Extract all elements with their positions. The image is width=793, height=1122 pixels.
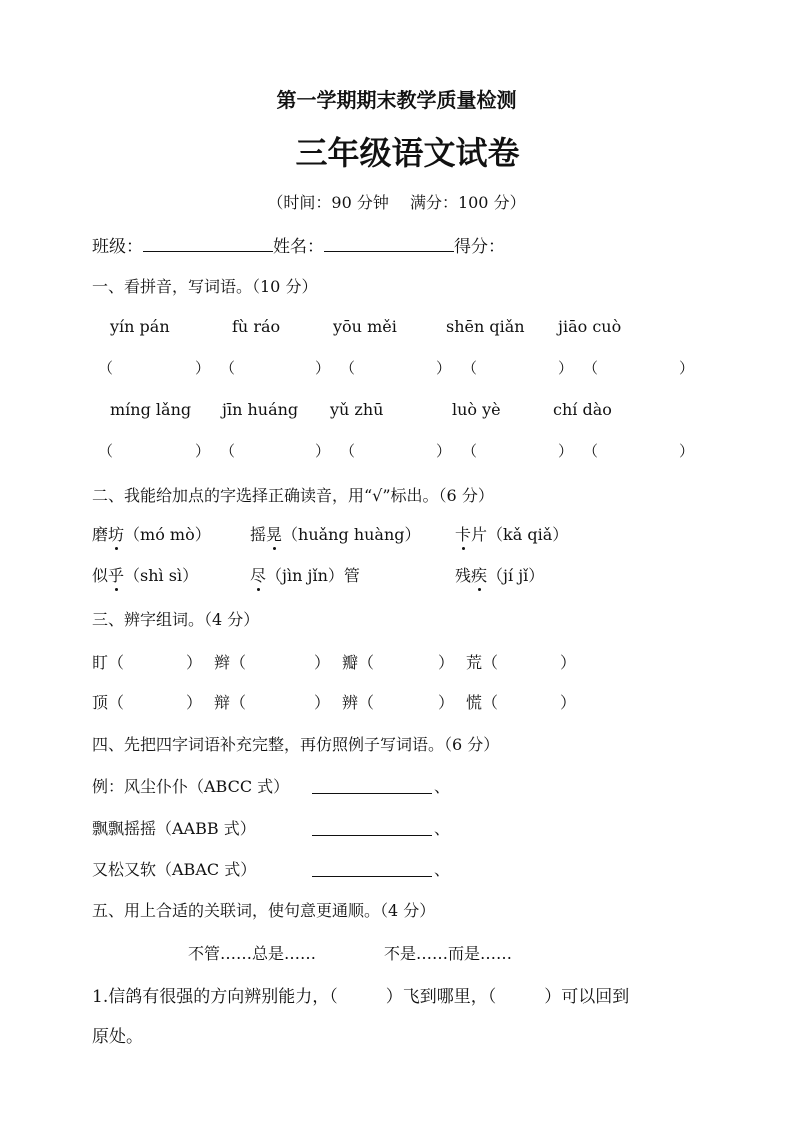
paren-open: （ <box>98 442 114 460</box>
paren-close: ） <box>679 442 695 460</box>
q3-close: ） <box>314 693 331 712</box>
dotted-char: 乎 <box>108 563 124 586</box>
q4-blank[interactable] <box>312 834 432 836</box>
paren-open: （ <box>583 442 599 460</box>
paren-open: （ <box>583 359 599 377</box>
q3-close: ） <box>186 693 203 712</box>
name-label: 姓名： <box>273 237 324 257</box>
q2-options: （huǎng huàng） <box>282 525 421 544</box>
info-row <box>92 232 505 257</box>
paren-close: ） <box>679 359 695 377</box>
q3-char: 辫（ <box>214 653 247 672</box>
paren-close: ） <box>558 359 574 377</box>
pinyin: míng lǎng <box>110 400 192 419</box>
time-info: （时间：90 分钟 满分：100 分） <box>267 193 526 212</box>
q2-char: 磨 <box>92 525 109 544</box>
q3-char: 荒（ <box>466 653 499 672</box>
q5-option: 不是……而是…… <box>384 944 513 963</box>
q2-item[interactable] <box>250 563 360 586</box>
q4-line: 飘飘摇摇（AABB 式） <box>92 819 256 838</box>
q3-char: 辩（ <box>214 693 247 712</box>
q3-close: ） <box>186 653 203 672</box>
dotted-char: 尽 <box>250 563 266 586</box>
q2-options: （jí jǐ） <box>487 566 545 585</box>
q3-char: 瓣（ <box>342 653 375 672</box>
pinyin: yǔ zhū <box>330 400 384 419</box>
q3-char: 盯（ <box>92 653 125 672</box>
q5-text: ）可以回到 <box>544 987 630 1007</box>
q2-options: （shì sì） <box>124 566 199 585</box>
paren-open: （ <box>220 442 236 460</box>
q3-close: ） <box>438 693 455 712</box>
q4-line: 例：风尘仆仆（ABCC 式） <box>92 777 290 796</box>
paren-open: （ <box>340 442 356 460</box>
paren-open: （ <box>340 359 356 377</box>
q5-text: 1.信鸽有很强的方向辨别能力，（ <box>92 987 338 1007</box>
dotted-char: 坊 <box>108 522 124 545</box>
q3-title: 三、辨字组词。（4 分） <box>92 610 260 629</box>
paren-close: ） <box>315 359 331 377</box>
q2-options: （mó mò） <box>124 525 211 544</box>
dotted-char: 晃 <box>266 522 282 545</box>
pinyin: jiāo cuò <box>558 317 622 336</box>
q2-char: 残 <box>455 566 472 585</box>
paren-open: （ <box>462 359 478 377</box>
q3-close: ） <box>560 693 577 712</box>
paren-close: ） <box>315 442 331 460</box>
q4-sep: 、 <box>434 819 451 838</box>
paren-open: （ <box>220 359 236 377</box>
q4-line: 又松又软（ABAC 式） <box>92 860 257 879</box>
paren-close: ） <box>558 442 574 460</box>
q2-item[interactable] <box>92 563 198 586</box>
paren-open: （ <box>462 442 478 460</box>
dotted-char: 疾 <box>471 563 487 586</box>
paren-close: ） <box>436 359 452 377</box>
paren-open: （ <box>98 359 114 377</box>
q3-char: 顶（ <box>92 693 125 712</box>
paren-close: ） <box>436 442 452 460</box>
q4-title: 四、先把四字词语补充完整，再仿照例子写词语。（6 分） <box>92 735 500 754</box>
dotted-char: 卡 <box>455 522 471 545</box>
pinyin: fù ráo <box>232 317 281 336</box>
q4-blank[interactable] <box>312 875 432 877</box>
q2-options: （jìn jǐn）管 <box>266 566 360 585</box>
q5-title: 五、用上合适的关联词，使句意更通顺。（4 分） <box>92 901 436 920</box>
exam-title: 三年级语文试卷 <box>295 134 520 172</box>
q2-item[interactable] <box>455 563 544 586</box>
pinyin: shēn qiǎn <box>446 317 525 336</box>
q4-sep: 、 <box>434 860 451 879</box>
pinyin: luò yè <box>452 400 501 419</box>
pinyin: yōu měi <box>333 317 397 336</box>
q2-char: 摇 <box>250 525 267 544</box>
pinyin: yín pán <box>110 317 170 336</box>
q2-item[interactable] <box>92 522 211 545</box>
q5-sentence-1-cont: 原处。 <box>92 1027 143 1047</box>
paren-close: ） <box>195 359 211 377</box>
q5-option: 不管……总是…… <box>188 944 317 963</box>
q5-sentence-1[interactable] <box>92 982 629 1007</box>
q2-options: 片（kǎ qiǎ） <box>471 525 569 544</box>
q1-title: 一、看拼音，写词语。（10 分） <box>92 277 318 296</box>
class-blank[interactable] <box>143 250 273 252</box>
q3-close: ） <box>560 653 577 672</box>
q3-close: ） <box>438 653 455 672</box>
exam-subtitle: 第一学期期末教学质量检测 <box>276 88 517 112</box>
q2-item[interactable] <box>455 522 568 545</box>
q3-char: 慌（ <box>466 693 499 712</box>
q2-title: 二、我能给加点的字选择正确读音，用“√”标出。（6 分） <box>92 486 494 505</box>
q2-item[interactable] <box>250 522 421 545</box>
q5-text: ）飞到哪里，（ <box>385 987 497 1007</box>
q4-blank[interactable] <box>312 792 432 794</box>
name-blank[interactable] <box>324 250 454 252</box>
paren-close: ） <box>195 442 211 460</box>
q2-char: 似 <box>92 566 109 585</box>
class-label: 班级： <box>92 237 143 257</box>
score-label: 得分： <box>454 237 505 257</box>
q3-close: ） <box>314 653 331 672</box>
pinyin: chí dào <box>553 400 612 419</box>
q4-sep: 、 <box>434 777 451 796</box>
q3-char: 辨（ <box>342 693 375 712</box>
pinyin: jīn huáng <box>222 400 299 419</box>
